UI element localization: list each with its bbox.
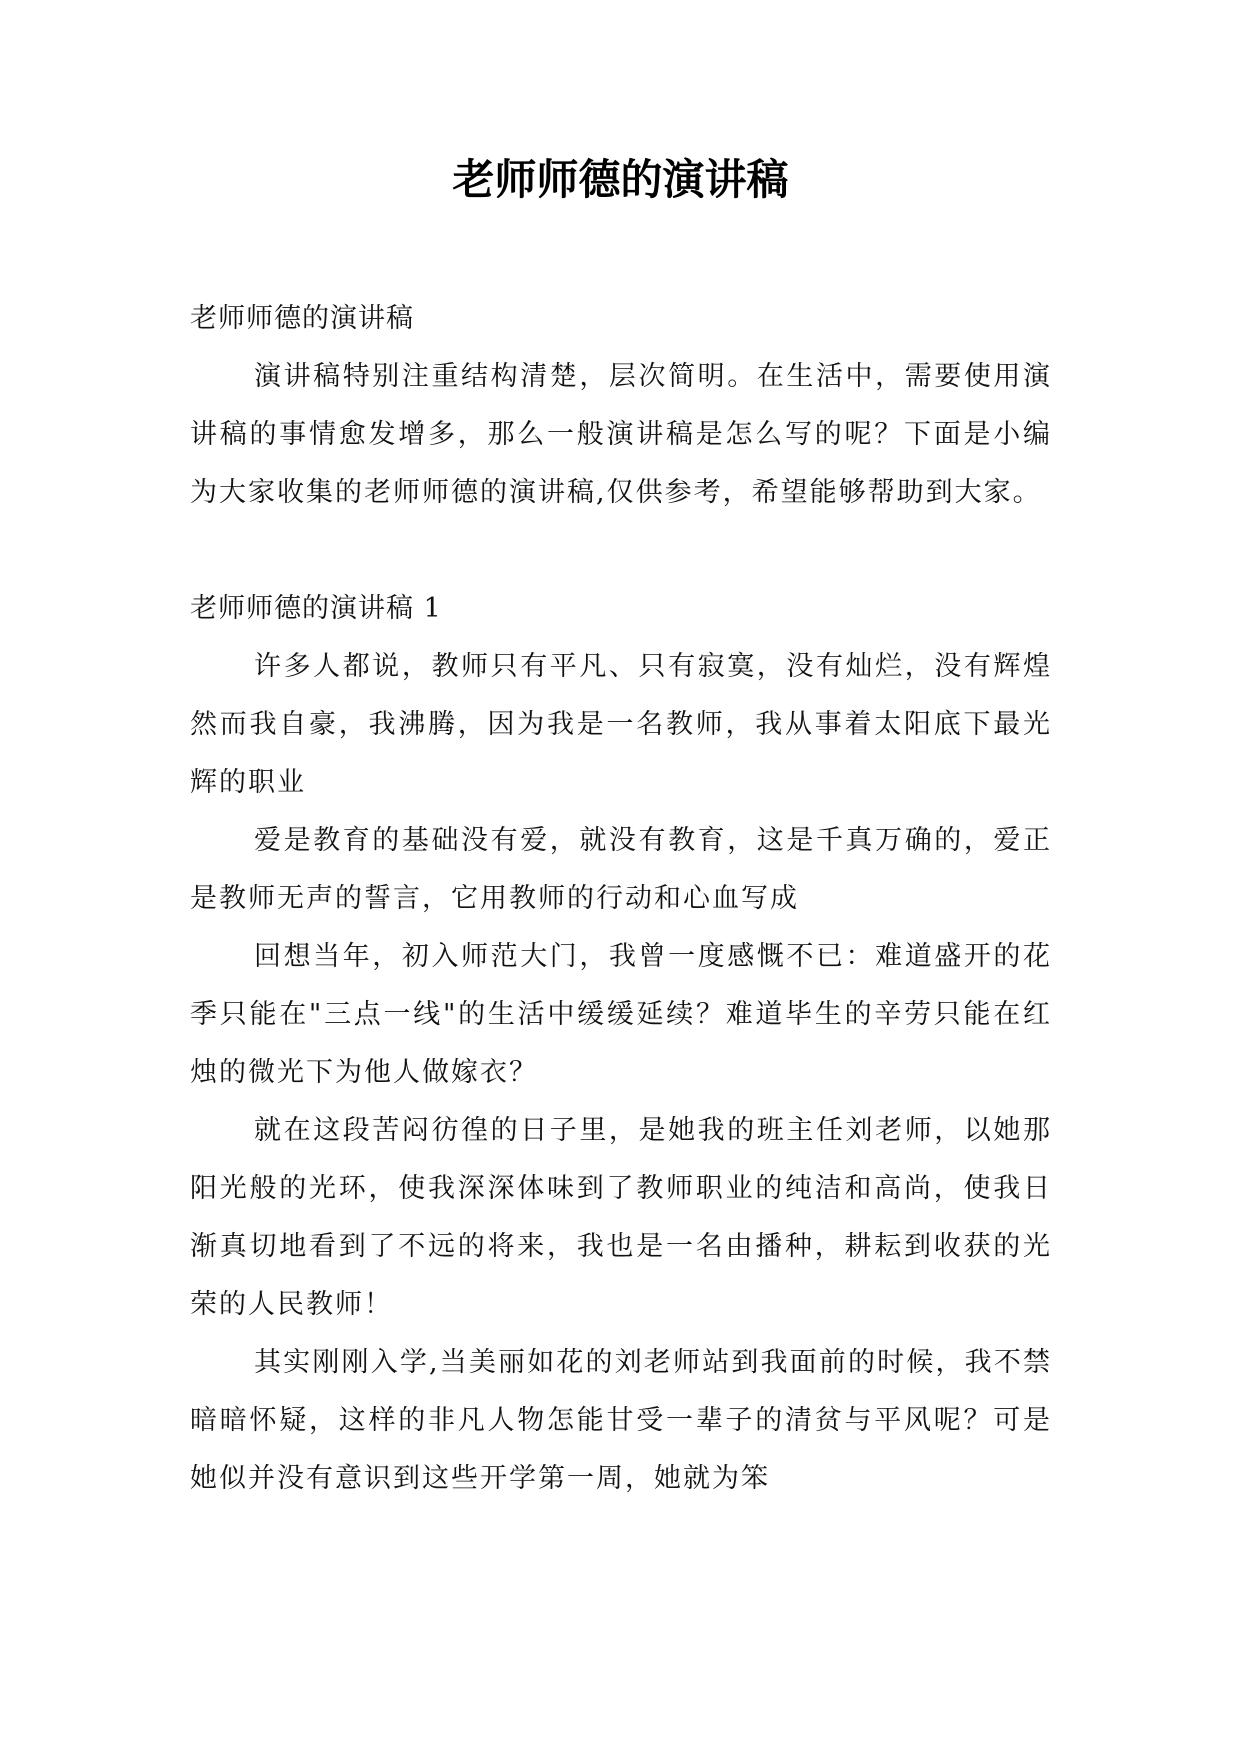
body-paragraph: 回想当年，初入师范大门，我曾一度感慨不已：难道盛开的花季只能在"三点一线"的生活中缓缓延续？难道毕生的辛劳只能在红烛的微光下为他人做嫁衣？ [190, 941, 1052, 1088]
page-title: 老师师德的演讲稿 [452, 155, 789, 204]
section-heading: 老师师德的演讲稿 1 [190, 593, 442, 624]
body-paragraph: 爱是教育的基础没有爱，就没有教育，这是千真万确的，爱正是教师无声的誓言，它用教师的行动和心血写成 [190, 825, 1052, 914]
body-paragraph: 其实刚刚入学,当美丽如花的刘老师站到我面前的时候，我不禁暗暗怀疑，这样的非凡人物怎能甘受一辈子的清贫与平风呢？可是她似并没有意识到这些开学第一周，她就为笨 [190, 1347, 1052, 1494]
section-spacer [190, 522, 1052, 580]
body-paragraph: 许多人都说，教师只有平凡、只有寂寞，没有灿烂，没有辉煌然而我自豪，我沸腾，因为我是一名教师，我从事着太阳底下最光辉的职业 [190, 651, 1052, 798]
document-body [190, 290, 1052, 1508]
body-paragraph: 就在这段苦闷彷徨的日子里，是她我的班主任刘老师，以她那阳光般的光环，使我深深体味到了教师职业的纯洁和高尚，使我日渐真切地看到了不远的将来，我也是一名由播种，耕耘到收获的光荣的人民教师！ [190, 1115, 1052, 1320]
intro-heading: 老师师德的演讲稿 [190, 303, 414, 334]
intro-paragraph: 演讲稿特别注重结构清楚，层次简明。在生活中，需要使用演讲稿的事情愈发增多，那么一般演讲稿是怎么写的呢？下面是小编为大家收集的老师师德的演讲稿,仅供参考，希望能够帮助到大家。 [190, 361, 1052, 508]
